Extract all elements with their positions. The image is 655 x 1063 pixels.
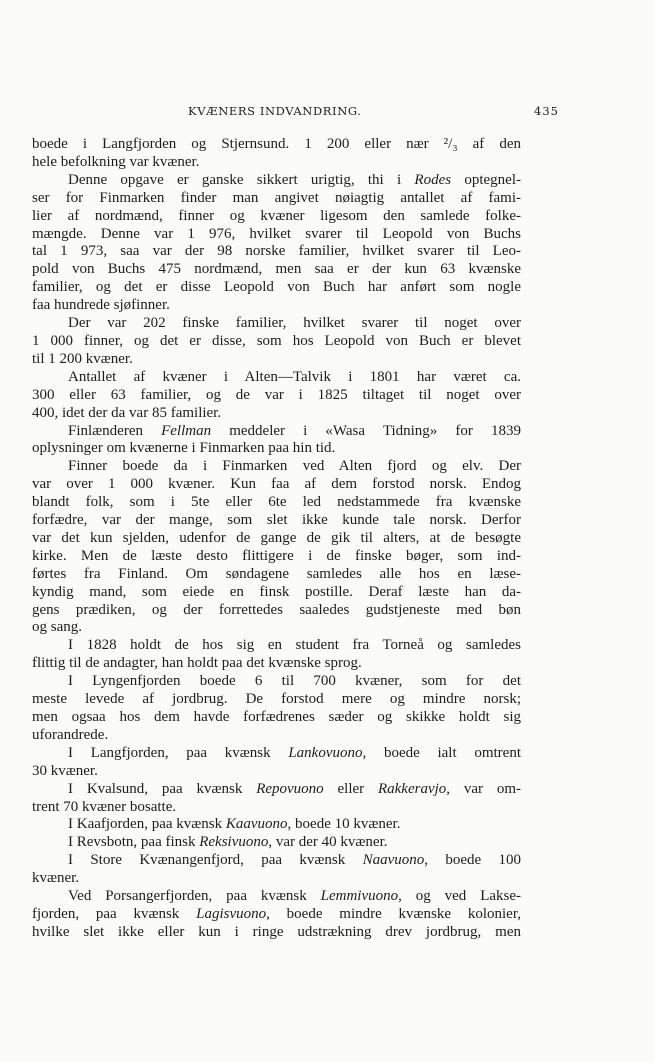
text-line: 1 000 finner, og det er disse, som hos Leopold von Buch er blevet [32,332,521,349]
text-line: boede i Langfjorden og Stjernsund. 1 200 eller nær ²/₃ af den [32,136,521,152]
body-text [32,136,521,942]
chapter-title: KVÆNERS INDVANDRING. [188,104,362,118]
text-line: Finlænderen Fellman meddeler i «Wasa Tidning» for 1839 [68,422,521,439]
text-line: familier, og det er disse Leopold von Buch har anført som nogle [32,279,521,296]
text-line: til 1 200 kvæner. [32,350,133,367]
text-line: men ogsaa hos dem havde forfædrenes sæder og skikke holdt sig [32,709,521,725]
text-line: kvæner. [32,870,80,887]
italic-term: Lemmivuono [320,888,399,905]
text-line: Antallet af kvæner i Alten—Talvik i 1801 har været ca. [68,368,521,385]
text-line: tal 1 973, saa var der 98 norske familier, hvilket svarer til Leo- [32,243,521,260]
text-line: I Lyngenfjorden boede 6 til 700 kvæner, som for det [68,673,521,690]
text-line: uforandrede. [32,726,109,743]
text-line: var det kun sjelden, udenfor de gange de gik til alters, at de besøgte [32,529,521,546]
text-line: gens prædiken, og der forrettedes saaledes gudstjeneste med bøn [32,601,521,618]
italic-term: Repovuono [256,780,324,797]
text-line: hele befolkning var kvæner. [32,153,200,170]
text-line: og sang. [32,619,82,636]
text-line: I Revsbotn, paa finsk Reksivuono, var der 40 kvæner. [68,834,388,851]
text-line: blandt folk, som i 5te eller 6te led nedstammede fra kvænske [32,494,521,511]
text-line: hvilke slet ikke eller kun i ringe udstrækning drev jordbrug, men [32,923,521,940]
text-line: oplysninger om kvænerne i Finmarken paa hin tid. [32,440,336,457]
text-line: pold von Buchs 475 nordmænd, men saa er der kun 63 kvænske [32,261,521,278]
text-line: lier af nordmænd, finner og kvæner ligesom den samlede folke- [32,207,521,224]
running-header [188,104,559,124]
text-line: kyndig mand, som eiede en finsk postille. Deraf læste han da- [32,583,521,600]
italic-term: Kaavuono [225,816,288,833]
italic-term: Reksivuono [199,834,269,851]
text-line: meste levede af jordbrug. De forstod mere og mindre norsk; [32,691,521,708]
text-line: I Kaafjorden, paa kvænsk Kaavuono, boede 10 kvæner. [68,816,401,833]
italic-term: Naavuono [362,852,425,869]
italic-term: Lankovuono [288,744,363,761]
text-line: fjorden, paa kvænsk Lagisvuono, boede mindre kvænske kolonier, [32,905,521,922]
text-line: 400, idet der da var 85 familier. [32,404,222,421]
text-line: var over 1 000 kvæner. Kun faa af dem forstod norsk. Endog [32,476,521,493]
text-line: 30 kvæner. [32,762,98,779]
text-line: forfædre, var der mange, som slet ikke kunde tale norsk. Derfor [32,512,521,529]
text-line: 300 eller 63 familier, og de var i 1825 tiltaget til noget over [32,386,521,403]
text-line: I Langfjorden, paa kvænsk Lankovuono, boede ialt omtrent [68,744,521,761]
text-line: I Kvalsund, paa kvænsk Repovuono eller Rakkeravjo, var om- [68,780,521,797]
italic-term: Lagisvuono [196,905,267,922]
text-line: Denne opgave er ganske sikkert urigtig, thi i Rodes optegnel- [68,171,521,188]
text-line: førtes fra Finland. Om søndagene samledes alle hos en læse- [32,565,521,582]
page-number: 435 [534,104,559,118]
text-line: ser for Finmarken finder man angivet nøiagtig antallet af fami- [32,189,521,206]
text-line: mængde. Denne var 1 976, hvilket svarer til Leopold von Buchs [32,225,521,242]
italic-term: Rodes [414,171,452,188]
text-line: Finner boede da i Finmarken ved Alten fjord og elv. Der [68,458,521,475]
italic-term: Rakkeravjo [377,780,447,797]
text-line: Der var 202 finske familier, hvilket svarer til noget over [68,315,521,332]
text-line: kirke. Men de læste desto flittigere i de finske bøger, som ind- [32,547,521,564]
text-line: flittig til de andagter, han holdt paa det kvænske sprog. [32,655,362,672]
text-line: I Store Kvænangenfjord, paa kvænsk Naavuono, boede 100 [68,852,521,869]
text-line: Ved Porsangerfjorden, paa kvænsk Lemmivuono, og ved Lakse- [68,888,521,905]
text-line: faa hundrede sjøfinner. [32,297,170,314]
italic-term: Fellman [161,422,212,439]
text-line: I 1828 holdt de hos sig en student fra Torneå og samledes [68,637,521,654]
text-line: trent 70 kvæner bosatte. [32,798,177,815]
